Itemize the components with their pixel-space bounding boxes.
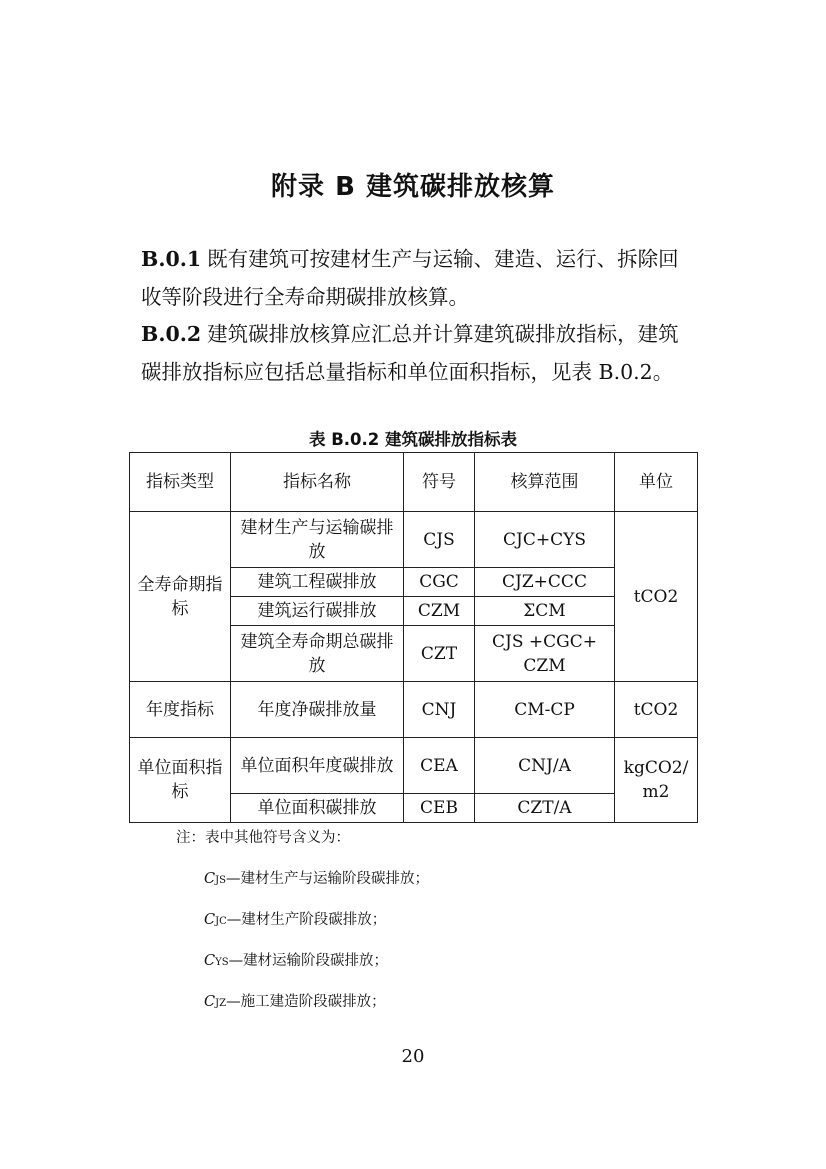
group-cell: 单位面积指标 xyxy=(130,738,231,823)
table-caption: 表 B.0.2 建筑碳排放指标表 xyxy=(308,430,518,449)
unit-cell: tCO2 xyxy=(615,512,698,682)
symbol-subscript: YS xyxy=(215,957,229,968)
symbol-cell: CEA xyxy=(404,738,475,794)
header-cell: 单位 xyxy=(615,453,698,512)
symbol-definition xyxy=(204,949,696,970)
clause-b02 xyxy=(141,315,689,391)
page-number: 20 xyxy=(401,1046,425,1067)
index-name-cell: 年度净碳排放量 xyxy=(231,682,404,738)
symbol-definition xyxy=(204,990,696,1011)
symbol-cell: CZT xyxy=(404,626,475,682)
group-cell: 年度指标 xyxy=(130,682,231,738)
index-name-cell: 建筑全寿命期总碳排放 xyxy=(231,626,404,682)
scope-cell: CNJ/A xyxy=(475,738,615,794)
index-name-cell: 建材生产与运输碳排放 xyxy=(231,512,404,568)
index-name-cell: 建筑运行碳排放 xyxy=(231,597,404,626)
symbol-subscript: JZ xyxy=(215,998,227,1009)
header-cell: 核算范围 xyxy=(475,453,615,512)
scope-cell: CJS +CGC+ CZM xyxy=(475,626,615,682)
unit-cell: kgCO2/ m2 xyxy=(615,738,698,823)
clause-text: 既有建筑可按建材生产与运输、建造、运行、拆除回收等阶段进行全寿命期碳排放核算。 xyxy=(141,247,679,309)
scope-cell: CM-CP xyxy=(475,682,615,738)
table-row xyxy=(130,682,698,738)
symbol-letter: C xyxy=(204,994,216,1010)
definition-text: —施工建造阶段碳排放； xyxy=(226,994,386,1010)
symbol-subscript: JC xyxy=(215,916,227,927)
clause-number: B.0.1 xyxy=(141,247,202,271)
symbol-cell: CJS xyxy=(404,512,475,568)
symbol-cell: CZM xyxy=(404,597,475,626)
carbon-index-table xyxy=(129,452,698,823)
table-notes xyxy=(176,826,696,1031)
header-cell: 指标名称 xyxy=(231,453,404,512)
unit-cell: tCO2 xyxy=(615,682,698,738)
header-cell: 指标类型 xyxy=(130,453,231,512)
symbol-cell: CNJ xyxy=(404,682,475,738)
symbol-definition xyxy=(204,908,696,929)
page-title: 附录 B 建筑碳排放核算 xyxy=(271,172,555,202)
group-cell: 全寿命期指标 xyxy=(130,512,231,682)
scope-cell: CZT/A xyxy=(475,794,615,823)
clause-text: 建筑碳排放核算应汇总并计算建筑碳排放指标，建筑碳排放指标应包括总量指标和单位面积指标，见表 B.0.2。 xyxy=(141,322,679,384)
definition-text: —建材生产与运输阶段碳排放； xyxy=(225,871,429,887)
symbol-cell: CGC xyxy=(404,568,475,597)
symbol-subscript: JS xyxy=(215,875,226,886)
clause-b01 xyxy=(141,240,689,316)
scope-cell: CJC+CYS xyxy=(475,512,615,568)
symbol-letter: C xyxy=(204,953,216,969)
definition-text: —建材生产阶段碳排放； xyxy=(226,912,387,928)
table-header-row xyxy=(130,453,698,512)
table-row xyxy=(130,738,698,794)
symbol-letter: C xyxy=(204,912,216,928)
table-row xyxy=(130,512,698,568)
scope-cell: CJZ+CCC xyxy=(475,568,615,597)
index-name-cell: 单位面积碳排放 xyxy=(231,794,404,823)
symbol-letter: C xyxy=(204,871,216,887)
definition-text: —建材运输阶段碳排放； xyxy=(228,953,389,969)
index-name-cell: 单位面积年度碳排放 xyxy=(231,738,404,794)
symbol-definition xyxy=(204,867,696,888)
symbol-cell: CEB xyxy=(404,794,475,823)
header-cell: 符号 xyxy=(404,453,475,512)
scope-cell: ΣCM xyxy=(475,597,615,626)
notes-heading: 注：表中其他符号含义为： xyxy=(176,830,350,846)
index-name-cell: 建筑工程碳排放 xyxy=(231,568,404,597)
clause-number: B.0.2 xyxy=(141,322,202,346)
